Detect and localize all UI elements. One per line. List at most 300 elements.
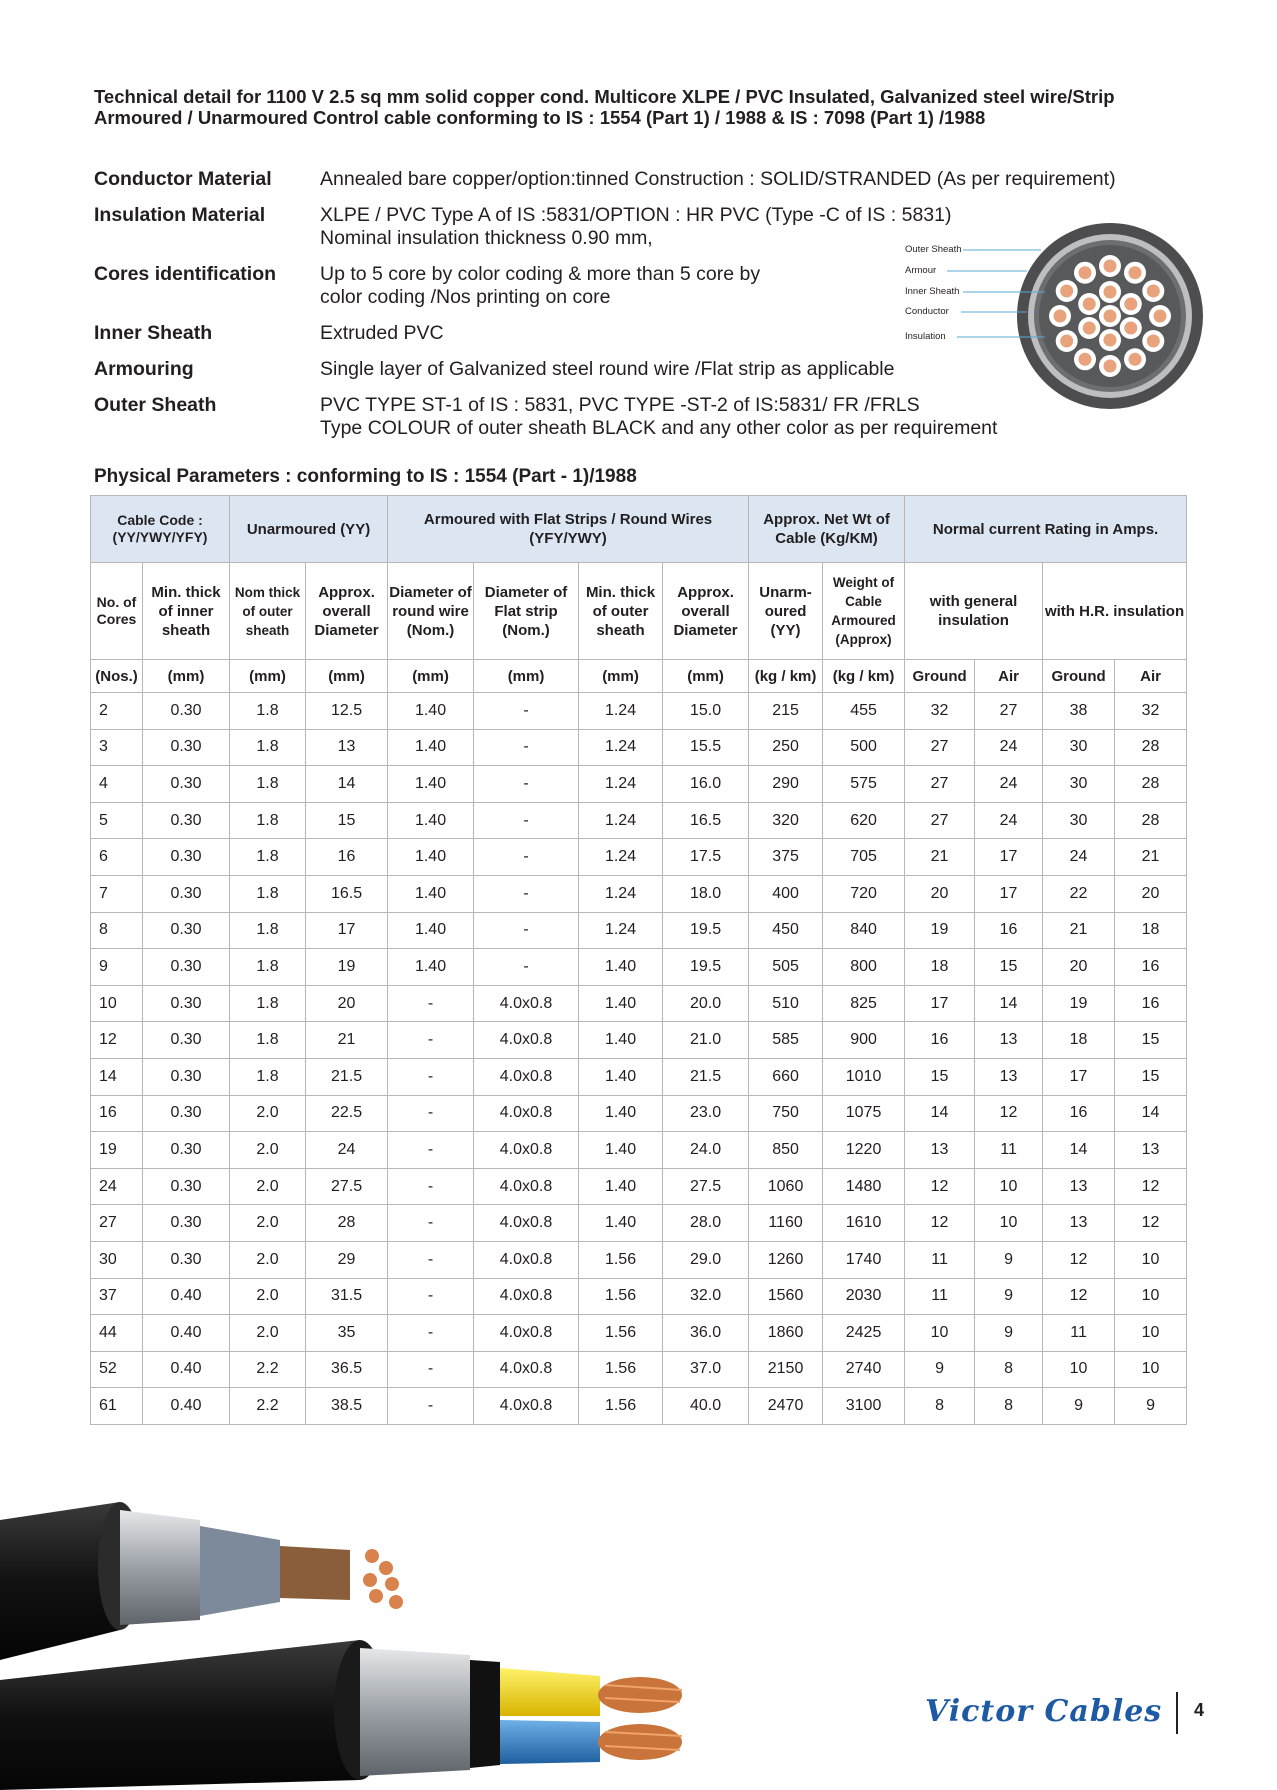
table-cell: 4.0x0.8 [474, 985, 579, 1022]
table-cell: 1.40 [388, 766, 474, 803]
core-conductor [1079, 266, 1092, 279]
spec-line: Up to 5 core by color coding & more than 5 core by [320, 263, 761, 285]
table-cell: 27.5 [663, 1168, 749, 1205]
table-cell: 8 [91, 912, 143, 949]
table-cell: 27 [905, 729, 975, 766]
table-cell: 36.5 [306, 1351, 388, 1388]
table-cell: 4 [91, 766, 143, 803]
table-cell: 1.40 [579, 985, 663, 1022]
header-flat-strip: Diameter of Flat strip (Nom.) [474, 563, 579, 660]
header-armoured-weight: Weight of Cable Armoured (Approx) [823, 563, 905, 660]
table-cell: 19 [306, 949, 388, 986]
core-conductor [1104, 310, 1117, 323]
table-cell: 17 [306, 912, 388, 949]
table-cell: - [388, 1388, 474, 1425]
table-cell: 36.0 [663, 1315, 749, 1352]
header-current-rating: Normal current Rating in Amps. [905, 496, 1187, 563]
table-cell: 1.40 [579, 1095, 663, 1132]
table-cell: 1.56 [579, 1351, 663, 1388]
table-cell: 28.0 [663, 1205, 749, 1242]
table-cell: 4.0x0.8 [474, 1095, 579, 1132]
table-cell: - [388, 1315, 474, 1352]
table-cell: 0.30 [143, 729, 230, 766]
table-row [91, 912, 1187, 949]
table-cell: 850 [749, 1132, 823, 1169]
table-cell: 21.5 [306, 1058, 388, 1095]
table-cell: 4.0x0.8 [474, 1168, 579, 1205]
table-cell: 16 [1043, 1095, 1115, 1132]
table-cell: - [388, 1095, 474, 1132]
table-cell: 27 [975, 693, 1043, 730]
table-cell: 30 [1043, 766, 1115, 803]
core-conductor [1129, 353, 1142, 366]
table-cell: 27 [905, 802, 975, 839]
table-cell: 16 [1115, 985, 1187, 1022]
table-cell: 0.30 [143, 839, 230, 876]
table-cell: 660 [749, 1058, 823, 1095]
table-cell: 2.0 [230, 1205, 306, 1242]
header-unarmoured: Unarmoured (YY) [230, 496, 388, 563]
table-cell: 16 [975, 912, 1043, 949]
table-cell: 4.0x0.8 [474, 1278, 579, 1315]
table-cell: 18 [1043, 1022, 1115, 1059]
cable-product-illustration [0, 1480, 720, 1790]
document-title: Technical detail for 1100 V 2.5 sq mm solid copper cond. Multicore XLPE / PVC Insulated, Galvanized steel wire/Strip Armoured / Unarmoured Control cable conforming to IS : 1554 (Part 1) / 1988 & IS : 7098 (Part 1) /1988 [94, 86, 1115, 128]
table-cell: 38 [1043, 693, 1115, 730]
table-cell: 2.2 [230, 1351, 306, 1388]
table-cell: 720 [823, 875, 905, 912]
table-cell: 12.5 [306, 693, 388, 730]
core-conductor [1129, 266, 1142, 279]
table-cell: 1.24 [579, 729, 663, 766]
table-cell: 10 [1115, 1241, 1187, 1278]
label-conductor: Conductor [905, 306, 949, 317]
table-cell: 15.5 [663, 729, 749, 766]
header-cable-code: Cable Code : (YY/YWY/YFY) [91, 496, 230, 563]
table-cell: 585 [749, 1022, 823, 1059]
table-cell: 1740 [823, 1241, 905, 1278]
table-cell: - [474, 875, 579, 912]
table-cell: 14 [1115, 1095, 1187, 1132]
table-cell: 1010 [823, 1058, 905, 1095]
table-cell: 2030 [823, 1278, 905, 1315]
table-cell: 21.5 [663, 1058, 749, 1095]
unit-cell: Ground [1043, 660, 1115, 693]
table-cell: 575 [823, 766, 905, 803]
core-conductor [1083, 322, 1096, 335]
table-cell: - [474, 693, 579, 730]
spec-label: Outer Sheath [94, 394, 217, 416]
table-cell: 13 [905, 1132, 975, 1169]
table-cell: - [388, 1022, 474, 1059]
table-cell: - [474, 949, 579, 986]
table-cell: - [474, 766, 579, 803]
table-cell: 19 [905, 912, 975, 949]
table-row [91, 875, 1187, 912]
table-cell: 17 [1043, 1058, 1115, 1095]
table-cell: 4.0x0.8 [474, 1022, 579, 1059]
table-cell: 1.56 [579, 1278, 663, 1315]
table-row [91, 1278, 1187, 1315]
spec-label: Insulation Material [94, 204, 266, 226]
table-cell: 27 [91, 1205, 143, 1242]
table-cell: - [388, 1205, 474, 1242]
table-cell: 16 [306, 839, 388, 876]
table-cell: 0.30 [143, 693, 230, 730]
table-cell: 20 [306, 985, 388, 1022]
table-cell: 10 [1115, 1315, 1187, 1352]
table-cell: 2 [91, 693, 143, 730]
table-cell: 17 [905, 985, 975, 1022]
table-cell: 2.0 [230, 1241, 306, 1278]
table-cell: 900 [823, 1022, 905, 1059]
front-cable-sheath [0, 1640, 360, 1790]
table-cell: 52 [91, 1351, 143, 1388]
table-cell: 15 [975, 949, 1043, 986]
table-cell: 61 [91, 1388, 143, 1425]
spec-line: Single layer of Galvanized steel round wire /Flat strip as applicable [320, 358, 895, 380]
table-cell: 6 [91, 839, 143, 876]
core-conductor [1147, 335, 1160, 348]
spec-line: Type COLOUR of outer sheath BLACK and any other color as per requirement [320, 417, 998, 439]
table-cell: 1.56 [579, 1241, 663, 1278]
table-cell: 30 [1043, 729, 1115, 766]
unit-cell: Air [1115, 660, 1187, 693]
table-cell: 1.24 [579, 875, 663, 912]
header-hr-insulation: with H.R. insulation [1043, 563, 1187, 660]
table-cell: 0.30 [143, 1132, 230, 1169]
table-cell: 505 [749, 949, 823, 986]
table-cell: 1.40 [579, 1132, 663, 1169]
table-cell: 1.24 [579, 693, 663, 730]
table-cell: 1.40 [388, 693, 474, 730]
table-cell: 0.30 [143, 1058, 230, 1095]
spec-label: Conductor Material [94, 168, 272, 190]
table-cell: 22.5 [306, 1095, 388, 1132]
table-cell: 2.2 [230, 1388, 306, 1425]
table-cell: 4.0x0.8 [474, 1241, 579, 1278]
table-cell: 9 [905, 1351, 975, 1388]
unit-cell: Air [975, 660, 1043, 693]
table-cell: 1260 [749, 1241, 823, 1278]
group-header-row [91, 496, 1187, 563]
table-cell: 0.30 [143, 1241, 230, 1278]
table-cell: 14 [306, 766, 388, 803]
table-cell: 16 [91, 1095, 143, 1132]
header-weight: Approx. Net Wt of Cable (Kg/KM) [749, 496, 905, 563]
core-conductor [1060, 335, 1073, 348]
spec-line: PVC TYPE ST-1 of IS : 5831, PVC TYPE -ST-2 of IS:5831/ FR /FRLS [320, 394, 920, 416]
table-cell: 9 [975, 1241, 1043, 1278]
core-conductor [1079, 353, 1092, 366]
table-cell: 14 [905, 1095, 975, 1132]
table-cell: - [474, 802, 579, 839]
table-cell: 16.0 [663, 766, 749, 803]
brand-logo: Victor Cables [925, 1694, 1163, 1729]
table-row [91, 1351, 1187, 1388]
core-conductor [1104, 260, 1117, 273]
spec-line: Extruded PVC [320, 322, 444, 344]
table-row [91, 1388, 1187, 1425]
table-cell: 23.0 [663, 1095, 749, 1132]
core-conductor [1124, 298, 1137, 311]
table-cell: 0.30 [143, 949, 230, 986]
table-cell: 10 [975, 1205, 1043, 1242]
table-body [91, 693, 1187, 1425]
table-cell: 1.40 [579, 1022, 663, 1059]
back-cable-inner-sheath [200, 1526, 280, 1616]
table-cell: 9 [91, 949, 143, 986]
table-cell: 38.5 [306, 1388, 388, 1425]
table-cell: 1560 [749, 1278, 823, 1315]
label-inner-sheath: Inner Sheath [905, 286, 960, 297]
unit-cell: (mm) [388, 660, 474, 693]
table-cell: 7 [91, 875, 143, 912]
spec-line: Nominal insulation thickness 0.90 mm, [320, 227, 653, 249]
table-cell: 1.8 [230, 985, 306, 1022]
table-cell: 1.40 [579, 1205, 663, 1242]
table-cell: 1.56 [579, 1315, 663, 1352]
table-cell: 14 [1043, 1132, 1115, 1169]
header-min-outer-sheath: Min. thick of outer sheath [579, 563, 663, 660]
unit-cell: (mm) [579, 660, 663, 693]
table-cell: - [388, 1351, 474, 1388]
table-cell: 1.8 [230, 839, 306, 876]
table-row [91, 729, 1187, 766]
table-cell: 24 [1043, 839, 1115, 876]
table-cell: 8 [975, 1388, 1043, 1425]
table-cell: 15 [1115, 1058, 1187, 1095]
table-cell: 21 [306, 1022, 388, 1059]
table-cell: 1.8 [230, 1022, 306, 1059]
table-cell: 2.0 [230, 1095, 306, 1132]
table-cell: 0.40 [143, 1351, 230, 1388]
table-row [91, 1168, 1187, 1205]
table-cell: 3 [91, 729, 143, 766]
table-cell: 400 [749, 875, 823, 912]
table-cell: 30 [1043, 802, 1115, 839]
table-cell: 705 [823, 839, 905, 876]
table-cell: 15.0 [663, 693, 749, 730]
blue-core [500, 1720, 600, 1764]
table-cell: - [388, 1278, 474, 1315]
table-cell: - [474, 912, 579, 949]
table-cell: 19 [91, 1132, 143, 1169]
table-cell: 12 [1043, 1278, 1115, 1315]
back-cable-armour [120, 1510, 200, 1625]
table-cell: 4.0x0.8 [474, 1205, 579, 1242]
table-row [91, 985, 1187, 1022]
table-cell: 18 [905, 949, 975, 986]
table-cell: 28 [1115, 802, 1187, 839]
table-cell: 13 [975, 1022, 1043, 1059]
table-cell: 5 [91, 802, 143, 839]
table-cell: 320 [749, 802, 823, 839]
header-unarmoured-weight: Unarm- oured (YY) [749, 563, 823, 660]
units-row [91, 660, 1187, 693]
table-cell: 20 [1043, 949, 1115, 986]
table-cell: 4.0x0.8 [474, 1132, 579, 1169]
table-cell: 10 [91, 985, 143, 1022]
table-cell: 0.30 [143, 1022, 230, 1059]
table-cell: 750 [749, 1095, 823, 1132]
table-cell: 29 [306, 1241, 388, 1278]
table-cell: 37.0 [663, 1351, 749, 1388]
table-cell: 800 [823, 949, 905, 986]
spec-line: color coding /Nos printing on core [320, 286, 611, 308]
table-cell: 1.56 [579, 1388, 663, 1425]
table-cell: 17 [975, 839, 1043, 876]
table-cell: 13 [306, 729, 388, 766]
table-cell: 13 [975, 1058, 1043, 1095]
table-cell: 10 [1043, 1351, 1115, 1388]
front-cable-armour [360, 1648, 470, 1776]
header-unarmoured-diameter: Approx. overall Diameter [306, 563, 388, 660]
table-cell: 1.40 [388, 912, 474, 949]
front-cable-inner-sheath [470, 1660, 500, 1768]
header-general-insulation: with general insulation [905, 563, 1043, 660]
table-cell: 2150 [749, 1351, 823, 1388]
cable-cross-section-diagram [905, 216, 1225, 452]
table-cell: 1.8 [230, 802, 306, 839]
table-cell: 2.0 [230, 1315, 306, 1352]
table-cell: 37 [91, 1278, 143, 1315]
table-cell: 1480 [823, 1168, 905, 1205]
table-cell: 24 [975, 729, 1043, 766]
table-cell: - [474, 839, 579, 876]
table-row [91, 1095, 1187, 1132]
core-conductor [1104, 360, 1117, 373]
table-cell: 1.40 [388, 949, 474, 986]
table-cell: 1.40 [388, 729, 474, 766]
table-cell: 1.8 [230, 766, 306, 803]
unit-cell: (mm) [663, 660, 749, 693]
table-row [91, 1132, 1187, 1169]
footer-divider [1176, 1692, 1178, 1734]
table-cell: 1.8 [230, 729, 306, 766]
table-cell: 1.40 [579, 1168, 663, 1205]
header-no-of-cores: No. of Cores [91, 563, 143, 660]
table-cell: 1.8 [230, 949, 306, 986]
table-cell: 1.8 [230, 693, 306, 730]
table-cell: 2470 [749, 1388, 823, 1425]
table-cell: 1.24 [579, 839, 663, 876]
label-insulation: Insulation [905, 331, 946, 342]
table-cell: 0.30 [143, 802, 230, 839]
table-cell: 375 [749, 839, 823, 876]
table-cell: 28 [1115, 766, 1187, 803]
header-armoured: Armoured with Flat Strips / Round Wires (YFY/YWY) [388, 496, 749, 563]
spec-value [320, 168, 1200, 191]
table-cell: 24 [306, 1132, 388, 1169]
table-cell: 28 [306, 1205, 388, 1242]
table-cell: 13 [1115, 1132, 1187, 1169]
unit-cell: (kg / km) [749, 660, 823, 693]
back-cable-cores [280, 1546, 350, 1600]
table-cell: 4.0x0.8 [474, 1315, 579, 1352]
table-cell: 250 [749, 729, 823, 766]
table-cell: 10 [1115, 1278, 1187, 1315]
table-cell: 0.30 [143, 875, 230, 912]
table-cell: - [388, 1168, 474, 1205]
yellow-core [500, 1668, 600, 1716]
core-conductor [1147, 285, 1160, 298]
table-cell: 9 [1043, 1388, 1115, 1425]
table-cell: 13 [1043, 1168, 1115, 1205]
table-cell: 9 [975, 1278, 1043, 1315]
table-cell: 44 [91, 1315, 143, 1352]
table-cell: 15 [1115, 1022, 1187, 1059]
table-cell: 11 [905, 1241, 975, 1278]
table-cell: 17.5 [663, 839, 749, 876]
table-cell: 24 [91, 1168, 143, 1205]
table-cell: 4.0x0.8 [474, 1058, 579, 1095]
table-cell: 21 [1115, 839, 1187, 876]
header-armoured-diameter: Approx. overall Diameter [663, 563, 749, 660]
table-cell: 825 [823, 985, 905, 1022]
table-cell: 21 [1043, 912, 1115, 949]
table-cell: 19.5 [663, 949, 749, 986]
table-cell: 35 [306, 1315, 388, 1352]
table-cell: 4.0x0.8 [474, 1351, 579, 1388]
table-cell: 0.40 [143, 1315, 230, 1352]
table-cell: 1.24 [579, 802, 663, 839]
table-cell: 510 [749, 985, 823, 1022]
header-nom-outer-sheath: Nom thick of outer sheath [230, 563, 306, 660]
unit-cell: (mm) [230, 660, 306, 693]
table-cell: 0.30 [143, 1168, 230, 1205]
table-row [91, 1022, 1187, 1059]
table-cell: - [388, 985, 474, 1022]
table-cell: 12 [905, 1205, 975, 1242]
table-cell: 1075 [823, 1095, 905, 1132]
table-cell: 20.0 [663, 985, 749, 1022]
table-row [91, 949, 1187, 986]
physical-parameters-table [90, 495, 1187, 1425]
table-cell: 12 [905, 1168, 975, 1205]
spec-label: Inner Sheath [94, 322, 213, 344]
header-min-inner-sheath: Min. thick of inner sheath [143, 563, 230, 660]
table-cell: 1.40 [388, 802, 474, 839]
table-cell: 11 [905, 1278, 975, 1315]
table-cell: 12 [1115, 1205, 1187, 1242]
table-cell: 16.5 [663, 802, 749, 839]
table-cell: 22 [1043, 875, 1115, 912]
core-conductor [1154, 310, 1167, 323]
table-cell: - [388, 1241, 474, 1278]
table-cell: 14 [91, 1058, 143, 1095]
table-cell: 32.0 [663, 1278, 749, 1315]
table-cell: 16 [1115, 949, 1187, 986]
core-conductor [1083, 298, 1096, 311]
spec-line: XLPE / PVC Type A of IS :5831/OPTION : HR PVC (Type -C of IS : 5831) [320, 204, 952, 226]
table-cell: 1.8 [230, 1058, 306, 1095]
back-cable-conductor-ends [363, 1549, 403, 1609]
table-cell: 16.5 [306, 875, 388, 912]
core-conductor [1060, 285, 1073, 298]
table-cell: 500 [823, 729, 905, 766]
table-cell: 1.8 [230, 912, 306, 949]
table-cell: 28 [1115, 729, 1187, 766]
table-cell: 24 [975, 766, 1043, 803]
table-cell: 1160 [749, 1205, 823, 1242]
table-cell: 10 [905, 1315, 975, 1352]
table-cell: 21 [905, 839, 975, 876]
table-cell: 9 [975, 1315, 1043, 1352]
table-cell: 0.30 [143, 1205, 230, 1242]
label-outer-sheath: Outer Sheath [905, 244, 962, 255]
physical-parameters-heading: Physical Parameters : conforming to IS : 1554 (Part - 1)/1988 [94, 466, 637, 487]
